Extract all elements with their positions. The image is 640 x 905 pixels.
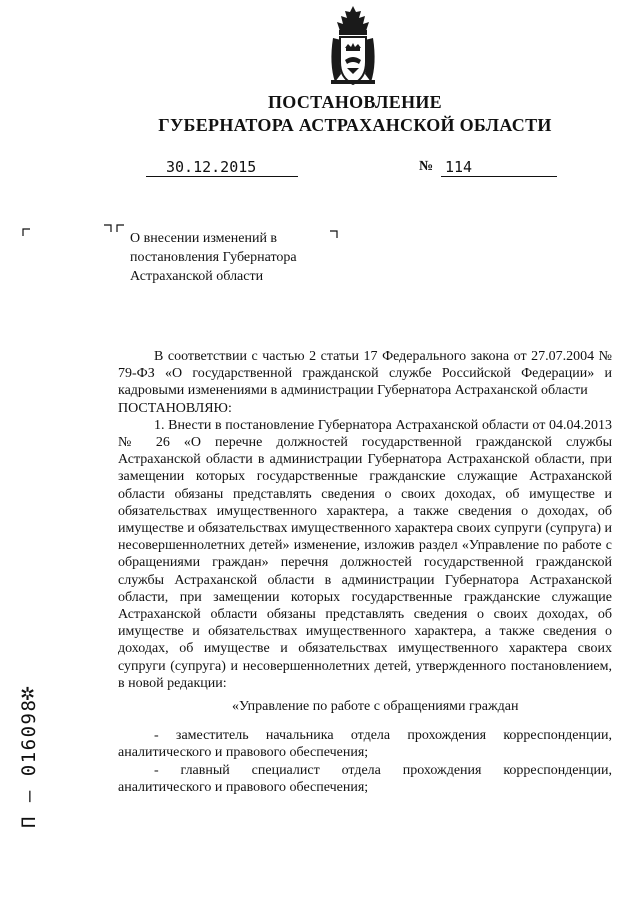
corner-mark-left: [22, 228, 30, 236]
item-1-paragraph: 1. Внести в постановление Губернатора Астраханской области от 04.04.2013 № 26 «О перечне должностей государственной гражданской службы Астраханской области в администрации Губернатора Астраханской области, при замещении которых государственные гражданские служащие Астраханской области обязаны представлять сведения о своих доходах, об имуществе и обязательствах имущественного характера, а также сведения о доходах, об имуществе и обязательствах имущественного характера своих супруги (супруга) и несовершеннолетних детей» изменение, изложив раздел «Управление по работе с обращениями граждан» перечня должностей государственной гражданской службы Астраханской области в администрации Губернатора Астраханской области, при замещении которых государственные гражданские служащие Астраханской области обязаны представлять сведения о своих доходах, об имуществе и обязательствах имущественного характера, а также сведения о доходах, об имуществе и обязательствах имущественного характера своих супруги (супруга) и несовершеннолетних детей, утвержденного постановлением, в новой редакции:: [118, 417, 612, 691]
registration-serial-stamp: П — 016098: [18, 698, 40, 828]
document-body: [118, 348, 612, 796]
section-heading: «Управление по работе с обращениями граждан: [232, 699, 519, 715]
list-item: - заместитель начальника отдела прохождения корреспонденции, аналитического и правового обеспечения;: [118, 728, 612, 761]
list-item: - главный специалист отдела прохождения корреспонденции, аналитического и правового обеспечения;: [118, 762, 612, 795]
coat-of-arms-emblem: [325, 4, 381, 90]
stamp-asterisk-mark: ✲: [20, 684, 36, 704]
decree-word: ПОСТАНОВЛЯЮ:: [118, 400, 232, 416]
document-subject: О внесении изменений в постановления Губернатора Астраханской области: [130, 231, 297, 284]
corner-mark-subject-left-a: [104, 224, 112, 232]
document-number: 114: [441, 158, 557, 177]
preamble-paragraph: В соответствии с частью 2 статьи 17 Федерального закона от 27.07.2004 № 79-ФЗ «О государственной гражданской службе Российской Федерации» и кадровыми изменениями в администрации Губернатора Астраханской области: [118, 349, 612, 399]
document-type-title: ПОСТАНОВЛЕНИЕ: [268, 92, 442, 112]
issuer-title: ГУБЕРНАТОРА АСТРАХАНСКОЙ ОБЛАСТИ: [158, 115, 552, 135]
corner-mark-subject-left-b: [116, 224, 124, 232]
document-date: 30.12.2015: [146, 158, 298, 177]
number-sign: №: [419, 159, 434, 174]
